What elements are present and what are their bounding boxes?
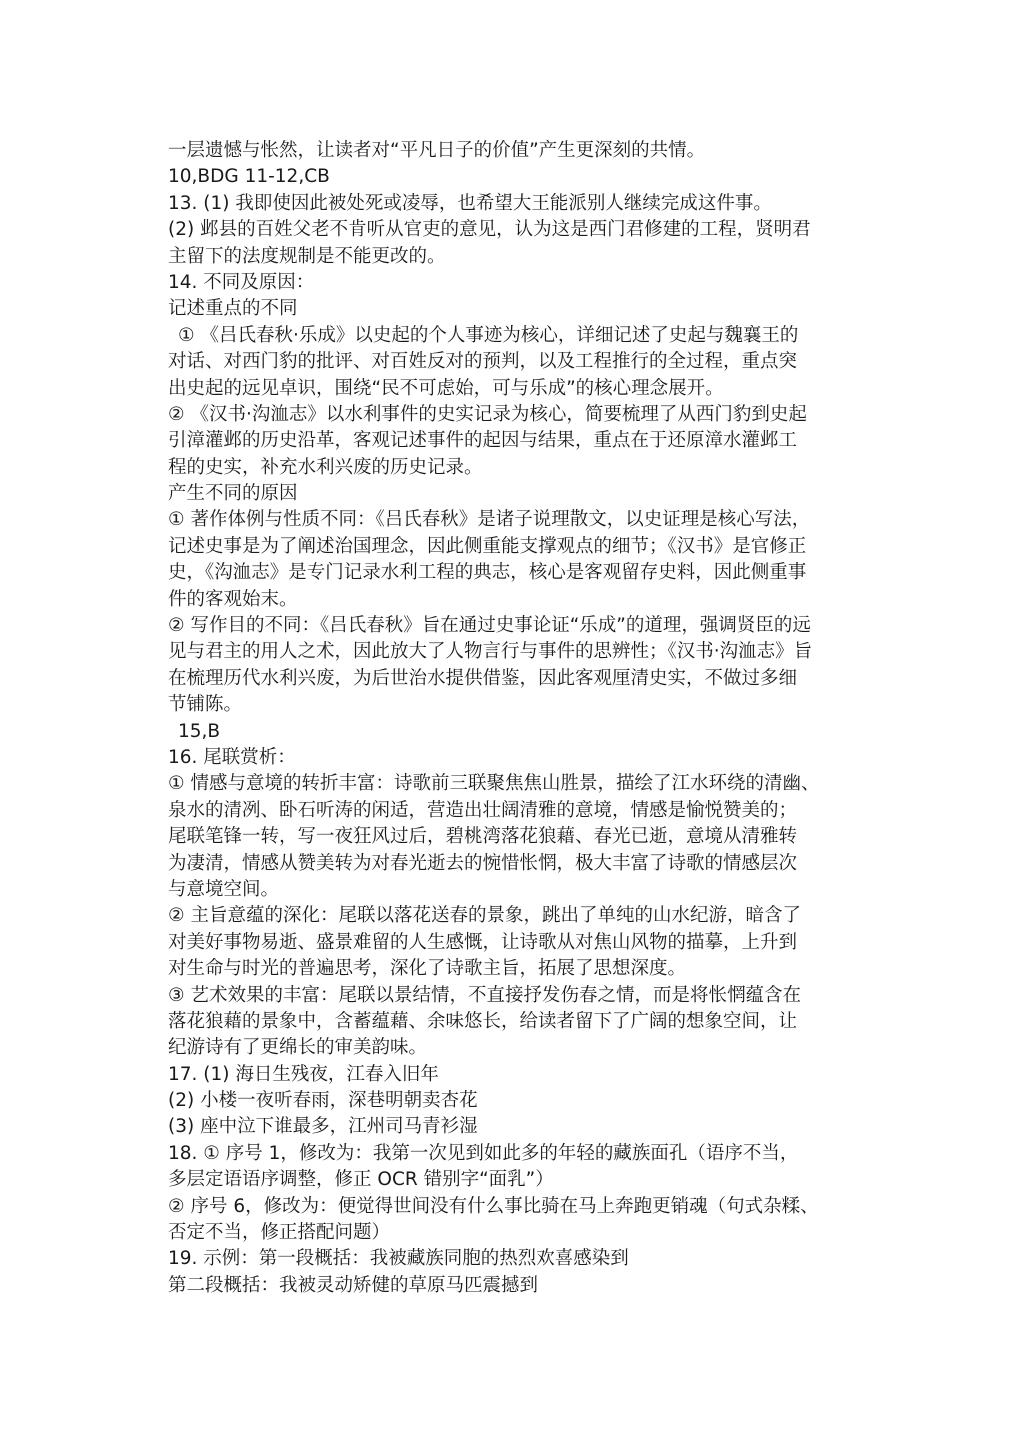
text-line: 引漳灌邺的历史沿革，客观记述事件的起因与结果，重点在于还原漳水灌邺工: [168, 430, 798, 452]
text-line: 多层定语语序调整，修正 OCR 错别字“面乳”）: [168, 1169, 554, 1191]
answer-18-1: 18. ① 序号 1，修改为：我第一次见到如此多的年轻的藏族面孔（语序不当，: [168, 1142, 799, 1164]
text-line: 纪游诗有了更绵长的审美韵味。: [168, 1037, 428, 1059]
text-line: 程的史实，补充水利兴废的历史记录。: [168, 456, 483, 478]
text-line: ① 《吕氏春秋·乐成》以史起的个人事迹为核心，详细记述了史起与魏襄王的: [178, 324, 799, 346]
text-line: 出史起的远见卓识，围绕“民不可虑始，可与乐成”的核心理念展开。: [168, 377, 724, 399]
answer-16-heading: 16. 尾联赏析：: [168, 746, 296, 768]
text-line: 第二段概括：我被灵动矫健的草原马匹震撼到: [168, 1274, 539, 1296]
answer-15: 15,B: [178, 720, 221, 742]
text-line: 一层遗憾与怅然，让读者对“平凡日子的价值”产生更深刻的共情。: [168, 140, 706, 161]
text-line: 主留下的法度规制是不能更改的。: [168, 245, 446, 267]
text-line: 对生命与时光的普遍思考，深化了诗歌主旨，拓展了思想深度。: [168, 958, 687, 980]
answer-17-3: (3) 座中泣下谁最多，江州司马青衫湿: [168, 1116, 478, 1138]
answer-10-12: 10,BDG 11-12,CB: [168, 166, 330, 188]
text-line: ② 《汉书·沟洫志》以水利事件的史实记录为核心，简要梳理了从西门豹到史起: [168, 403, 807, 425]
answer-17-1: 17. (1) 海日生残夜，江春入旧年: [168, 1063, 439, 1085]
section-heading: 记述重点的不同: [168, 298, 298, 320]
section-heading: 产生不同的原因: [168, 483, 298, 505]
answer-14-heading: 14. 不同及原因：: [168, 271, 315, 293]
text-line: 泉水的清冽、卧石听涛的闲适，营造出壮阔清雅的意境，情感是愉悦赞美的；: [168, 799, 798, 821]
text-line: 否定不当，修正搭配问题）: [168, 1222, 391, 1244]
text-line: 史，《沟洫志》是专门记录水利工程的典志，核心是客观留存史料，因此侧重事: [168, 562, 807, 584]
text-line: ① 情感与意境的转折丰富：诗歌前三联聚焦焦山胜景，描绘了江水环绕的清幽、: [168, 773, 820, 795]
text-line: ① 著作体例与性质不同：《吕氏春秋》是诸子说理散文，以史证理是核心写法，: [168, 509, 811, 531]
text-line: ② 主旨意蕴的深化：尾联以落花送春的景象，跳出了单纯的山水纪游，暗含了: [168, 905, 801, 927]
answer-18-2: ② 序号 6，修改为：便觉得世间没有什么事比骑在马上奔跑更销魂（句式杂糅、: [168, 1195, 819, 1217]
text-line: ③ 艺术效果的丰富：尾联以景结情，不直接抒发伤春之情，而是将怅惘蕴含在: [168, 984, 801, 1006]
text-line: 为凄清，情感从赞美转为对春光逝去的惋惜怅惘，极大丰富了诗歌的情感层次: [168, 852, 798, 874]
text-line: ② 写作目的不同：《吕氏春秋》旨在通过史事论证“乐成”的道理，强调贤臣的远: [168, 615, 811, 637]
text-line: 节铺陈。: [168, 694, 243, 716]
text-line: 对美好事物易逝、盛景难留的人生感慨，让诗歌从对焦山风物的描摹，上升到: [168, 931, 798, 953]
answer-13-1: 13. (1) 我即使因此被处死或凌辱，也希望大王能派别人继续完成这件事。: [168, 192, 772, 214]
text-line: 对话、对西门豹的批评、对百姓反对的预判，以及工程推行的全过程，重点突: [168, 351, 798, 373]
answer-17-2: (2) 小楼一夜听春雨，深巷明朝卖杏花: [168, 1090, 478, 1112]
text-line: 件的客观始末。: [168, 588, 298, 610]
text-line: 落花狼藉的景象中，含蓄蕴藉、余味悠长，给读者留下了广阔的想象空间，让: [168, 1010, 798, 1032]
text-line: 记述史事是为了阐述治国理念，因此侧重能支撑观点的细节；《汉书》是官修正: [168, 535, 807, 557]
answer-13-2: (2) 邺县的百姓父老不肯听从官吏的意见，认为这是西门君修建的工程，贤明君: [168, 219, 811, 241]
answer-text-block: [168, 138, 868, 1299]
answer-19: 19. 示例：第一段概括：我被藏族同胞的热烈欢喜感染到: [168, 1248, 629, 1270]
text-line: 见与君主的用人之术，因此放大了人物言行与事件的思辨性；《汉书·沟洫志》旨: [168, 641, 813, 663]
text-line: 在梳理历代水利兴废，为后世治水提供借鉴，因此客观厘清史实，不做过多细: [168, 667, 798, 689]
text-line: 与意境空间。: [168, 878, 280, 900]
text-line: 尾联笔锋一转，写一夜狂风过后，碧桃湾落花狼藉、春光已逝，意境从清雅转: [168, 826, 798, 848]
